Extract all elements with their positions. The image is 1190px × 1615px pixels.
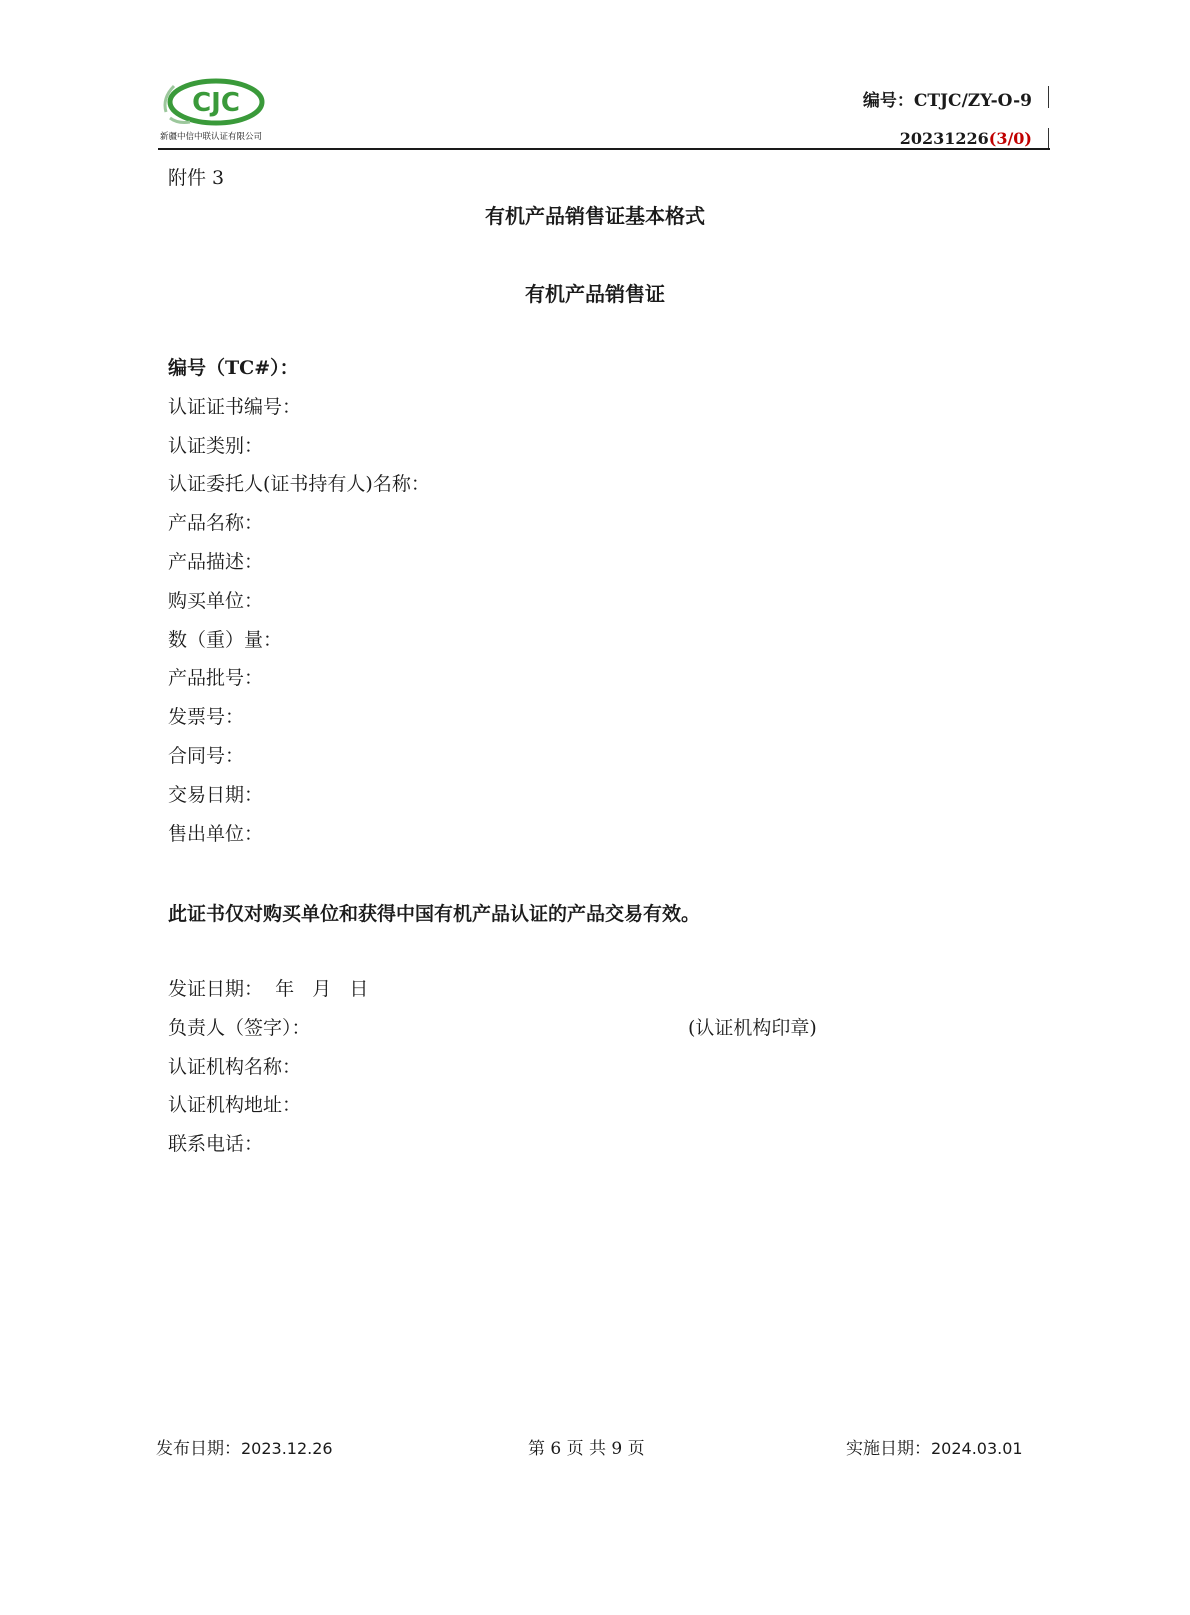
version-info	[900, 129, 1032, 148]
field-batch-number: 产品批号：	[168, 667, 264, 690]
page-info: 第 6 页 共 9 页	[528, 1439, 645, 1459]
organization-address: 认证机构地址：	[168, 1094, 302, 1117]
publish-date-label: 发布日期：	[156, 1439, 241, 1459]
field-quantity: 数（重）量：	[168, 628, 283, 651]
version-date: 20231226	[899, 129, 989, 148]
validity-notice: 此证书仅对购买单位和获得中国有机产品认证的产品交易有效。	[168, 903, 701, 925]
field-certification-category: 认证类别：	[168, 434, 264, 457]
header-rule	[158, 148, 1050, 150]
header-divider	[1048, 86, 1049, 108]
issue-date: 发证日期： 年 月 日	[168, 978, 369, 1000]
publish-date-value: 2023.12.26	[241, 1439, 333, 1458]
seal-note: (认证机构印章)	[688, 1017, 817, 1039]
field-certificate-number: 认证证书编号：	[168, 395, 302, 418]
signature-block	[168, 976, 368, 1170]
certificate-title: 有机产品销售证	[525, 282, 665, 306]
document-code: 编号：CTJC/ZY-O-9	[862, 91, 1032, 111]
company-name: 新疆中信中联认证有限公司	[160, 132, 263, 142]
contact-phone: 联系电话：	[168, 1133, 264, 1156]
certificate-fields	[168, 355, 430, 859]
effective-date-label: 实施日期：	[846, 1439, 931, 1459]
cjc-logo-icon	[160, 78, 270, 130]
effective-date	[846, 1434, 1023, 1459]
document-title: 有机产品销售证基本格式	[485, 204, 705, 228]
responsible-person: 负责人（签字）：	[168, 1016, 311, 1039]
field-tc-number: 编号（TC#）：	[168, 357, 299, 379]
field-seller: 售出单位：	[168, 822, 264, 845]
version-revision: (3/0)	[988, 129, 1032, 148]
organization-name: 认证机构名称：	[168, 1055, 302, 1078]
field-invoice-number: 发票号：	[168, 706, 245, 729]
field-buyer: 购买单位：	[168, 589, 264, 612]
logo-text: CJC	[192, 88, 240, 118]
field-product-name: 产品名称：	[168, 512, 264, 535]
attachment-label: 附件 3	[168, 167, 225, 189]
field-contract-number: 合同号：	[168, 744, 245, 767]
company-logo	[160, 78, 270, 144]
effective-date-value: 2024.03.01	[931, 1439, 1023, 1458]
field-product-description: 产品描述：	[168, 550, 264, 573]
field-transaction-date: 交易日期：	[168, 783, 264, 806]
publish-date	[156, 1434, 333, 1459]
header-divider	[1048, 128, 1049, 148]
field-certificate-holder: 认证委托人(证书持有人)名称：	[168, 473, 430, 496]
